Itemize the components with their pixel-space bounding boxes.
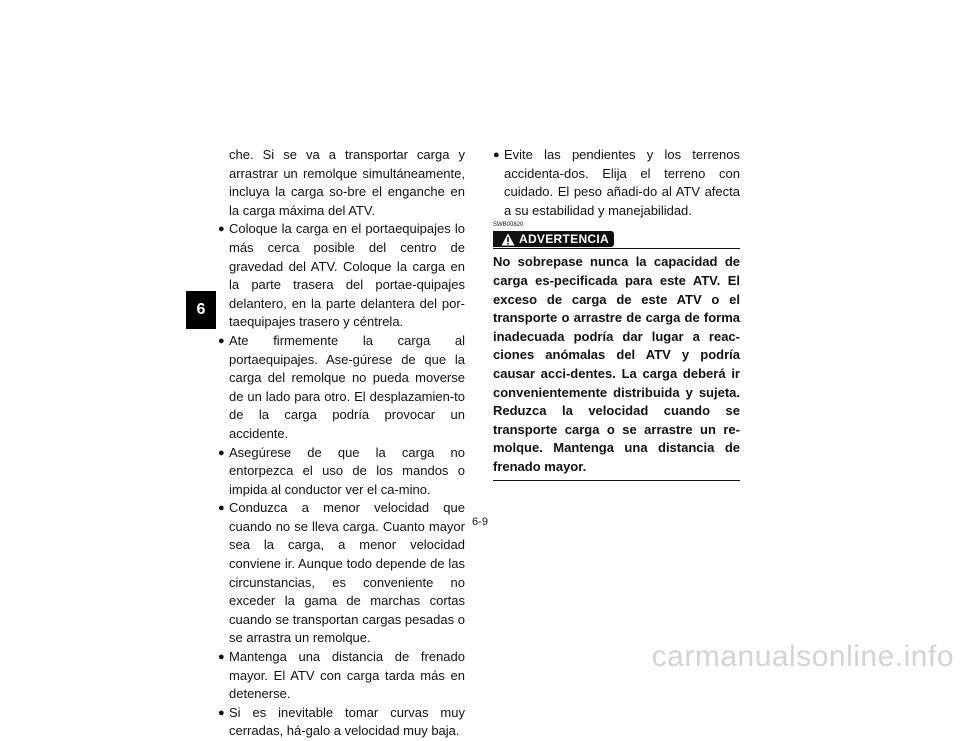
- bullet-icon: ●: [218, 334, 225, 347]
- bullet-icon: ●: [218, 223, 225, 236]
- warning-code: SWB00820: [493, 222, 524, 229]
- warning-header: [493, 230, 740, 249]
- bullet-text: Conduzca a menor velocidad que cuando no se lleva carga. Cuanto mayor sea la carga, a menor velocidad conviene ir. Aunque todo depende de las circunstancias, es conveniente no exceder la gama de marchas cortas cuando se transportan cargas pesadas o se arrastra un remolque.: [229, 500, 465, 646]
- list-item: [218, 220, 465, 332]
- page-number: 6-9: [472, 516, 488, 528]
- watermark: carmanualsonline.info: [651, 640, 954, 673]
- bullet-text: Asegúrese de que la carga no entorpezca el uso de los mandos o impida al conductor ver el ca-mino.: [229, 444, 465, 497]
- bullet-text: Coloque la carga en el portaequipajes lo más cerca posible del centro de gravedad del ATV. Coloque la carga en la parte trasera del portae-quipajes delantero, en la parte delantera del por-taequipajes trasero y céntrela.: [229, 221, 465, 330]
- bullet-icon: ●: [218, 706, 225, 719]
- intro-paragraph: che. Si se va a transportar carga y arrastrar un remolque simultáneamente, incluya la carga so-bre el enganche en la carga máxima del ATV.: [229, 147, 465, 218]
- list-item: [493, 146, 740, 220]
- warning-label: ADVERTENCIA: [519, 232, 609, 247]
- list-item: [218, 704, 465, 741]
- right-column: [493, 146, 740, 481]
- bullet-text: Ate firmemente la carga al portaequipajes. Ase-gúrese de que la carga del remolque no pueda moverse de un lado para otro. El desplazamien-to de la carga podría provocar un accidente.: [229, 332, 465, 441]
- bullet-icon: ●: [218, 651, 225, 664]
- bullet-text: Mantenga una distancia de frenado mayor. El ATV con carga tarda más en detenerse.: [229, 649, 465, 702]
- list-item: [218, 444, 465, 500]
- list-item: [218, 332, 465, 444]
- bullet-text: Si es inevitable tomar curvas muy cerradas, há-galo a velocidad muy baja.: [229, 704, 465, 739]
- warning-triangle-icon: [501, 233, 515, 246]
- bullet-icon: ●: [493, 149, 500, 161]
- chapter-tab: 6: [186, 291, 216, 329]
- warning-badge: [493, 231, 614, 247]
- list-item: [218, 499, 465, 648]
- warning-body: No sobrepase nunca la capacidad de carga es-pecificada para este ATV. El exceso de carga de este ATV o el transporte o arrastre de carga de forma inadecuada podría dar lugar a reac-ciones anómalas del ATV y podría causar acci-dentes. La carga deberá ir convenientemente distribuida y sujeta. Reduzca la velocidad cuando se transporte carga o se arrastre un re-molque. Mantenga una distancia de frenado mayor.: [493, 253, 740, 480]
- left-column: [218, 146, 465, 741]
- list-item: [218, 648, 465, 704]
- bullet-icon: ●: [218, 446, 225, 459]
- bullet-icon: ●: [218, 502, 225, 515]
- bullet-text: Evite las pendientes y los terrenos accidenta-dos. Elija el terreno con cuidado. El peso añadi-do al ATV afecta a su estabilidad y manejabilidad.: [504, 147, 740, 218]
